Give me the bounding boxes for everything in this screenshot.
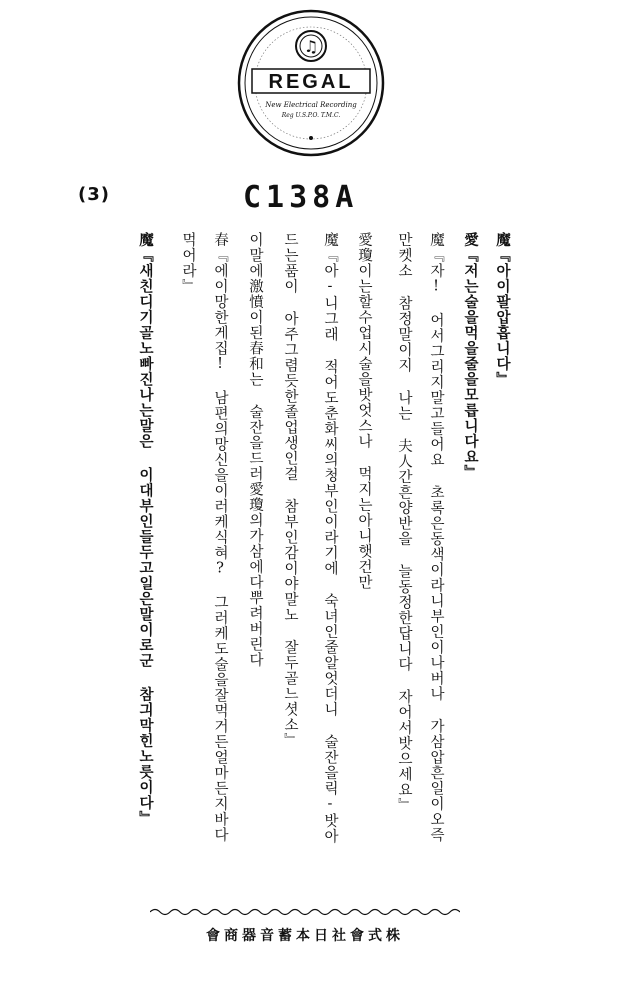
- text-column: 愛瓊이는할수업시술을밧엇스나 먹지는아니햇건만: [356, 232, 372, 590]
- text-column: 魔『아-니그래 적어도춘화씨의청부인이라기에 숙녀인줄알엇더니 술잔을릭-밧아: [322, 232, 338, 844]
- text-column: 魔『새친디기골노빠진나는말은 이대부인들두고일은말이로군 참긔막힌노릇이다』: [137, 232, 154, 826]
- text-column: 魔『아이팔압흡니다』: [494, 232, 511, 387]
- page-number: (3): [78, 184, 110, 205]
- logo-line1: New Electrical Recording: [265, 101, 357, 109]
- text-column: 먹어라』: [180, 232, 196, 294]
- svg-text:♫: ♫: [303, 37, 319, 56]
- text-column: 春『에이망한게집! 남편의망신을이러케식혀? 그러케도술을잘먹거든얼마든지바다: [212, 232, 228, 843]
- vertical-text-area: [0, 232, 617, 892]
- regal-logo: [236, 8, 386, 158]
- music-note-icon: [296, 31, 326, 61]
- wavy-divider: [150, 905, 460, 919]
- record-id: C138A: [243, 180, 359, 215]
- text-column: 이말에激憤이된春和는 술잔을드러愛瓊의가삼에다뿌려버린다: [247, 232, 263, 668]
- text-column: 魔『자! 어서그리지말고들어요 초록은동색이라니부인이나버나 가삼압흔일이오즉: [428, 232, 444, 843]
- logo-brand: REGAL: [268, 71, 354, 93]
- logo-line2: Reg U.S.P.O. T.M.C.: [281, 112, 341, 119]
- text-column: 만켓소 참정말이지 나는 夫人간흔양반을 늘동정한답니다 자어서밧으세요』: [396, 232, 412, 813]
- text-column: 愛『저는술을먹을줄을모릅니다요』: [462, 232, 479, 480]
- publisher-footer: 會商器音蓄本日社會式株: [206, 928, 404, 944]
- text-column: 드는품이 아주그렴듯한졸업생인걸 참부인감이야말노 잘두골느셧소』: [282, 232, 298, 748]
